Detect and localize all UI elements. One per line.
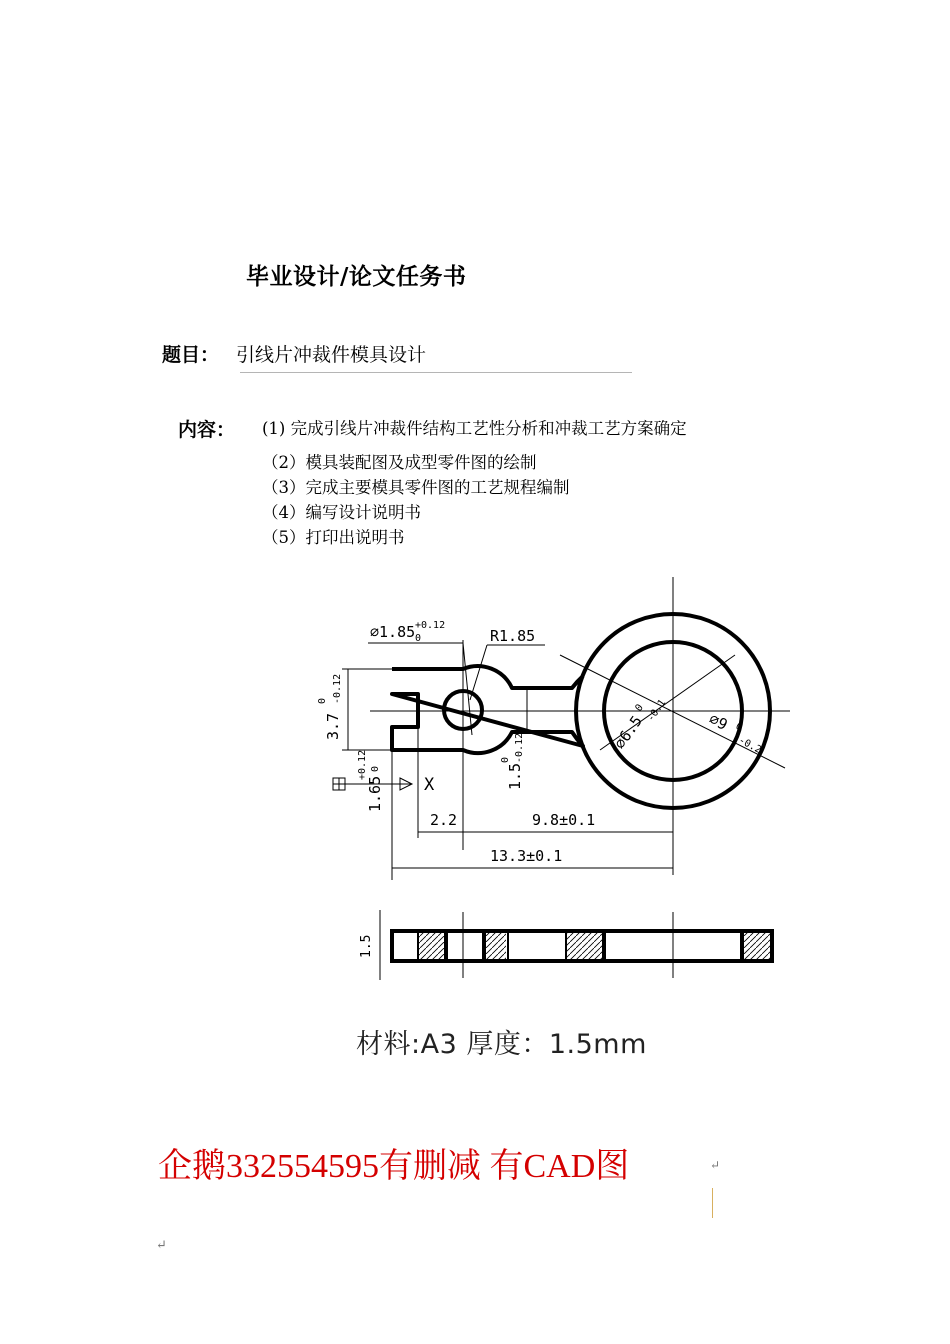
content-item-1: (1) 完成引线片冲裁件结构工艺性分析和冲裁工艺方案确定 (262, 419, 687, 438)
hole-dia-label: ∅1.85 (370, 623, 416, 641)
radius-label: R1.85 (490, 627, 536, 645)
subject-underline (240, 372, 632, 373)
part-outline (392, 666, 583, 753)
material-spec: 材料:A3 厚度：1.5mm (356, 1029, 647, 1060)
slot-width-label: 3.7 (324, 712, 342, 740)
svg-text:+0.12: +0.12 (357, 749, 368, 780)
outer-dia-label: ∅9 (706, 709, 731, 735)
subject-value: 引线片冲裁件模具设计 (236, 344, 427, 366)
svg-text:0: 0 (317, 697, 328, 704)
svg-text:-0.1: -0.1 (645, 697, 669, 724)
dim-9-8-label: 9.8±0.1 (532, 811, 596, 829)
content-item-4: （4）编写设计说明书 (262, 503, 421, 522)
content-item-5: （5）打印出说明书 (262, 528, 405, 547)
content-label: 内容： (178, 419, 236, 441)
svg-text:0: 0 (500, 756, 511, 763)
promo-mark: ↵ (710, 1158, 721, 1172)
hole-tol-lower: 0 (415, 633, 422, 644)
paragraph-mark: ↵ (156, 1238, 167, 1253)
content-item-2: （2）模具装配图及成型零件图的绘制 (262, 453, 537, 472)
content-list (262, 416, 687, 550)
hole-tol-upper: +0.12 (415, 620, 446, 631)
dim-13-3-label: 13.3±0.1 (490, 847, 563, 865)
promo-line: 企鹅332554595有删减 有CAD图 (158, 1148, 630, 1185)
svg-text:0: 0 (633, 702, 646, 714)
svg-text:-0.2: -0.2 (736, 734, 764, 756)
subject-label: 题目： (162, 344, 220, 366)
svg-text:-0.12: -0.12 (514, 732, 525, 763)
slot-gap-label: 1.65 (366, 775, 384, 812)
text-cursor (712, 1188, 715, 1218)
neck-width-label: 1.5 (506, 762, 524, 790)
content-item-3: （3）完成主要模具零件图的工艺规程编制 (262, 478, 570, 497)
svg-text:-0.12: -0.12 (332, 673, 343, 704)
svg-text:0: 0 (370, 765, 381, 772)
inner-dia-label: ∅6.5 (610, 712, 646, 753)
part-drawing (317, 570, 800, 990)
datum-x-label: X (424, 775, 435, 795)
svg-text:0: 0 (733, 720, 745, 734)
document-title: 毕业设计/论文任务书 (246, 264, 467, 290)
thickness-label: 1.5 (359, 934, 374, 958)
dim-2-2-label: 2.2 (430, 811, 458, 829)
